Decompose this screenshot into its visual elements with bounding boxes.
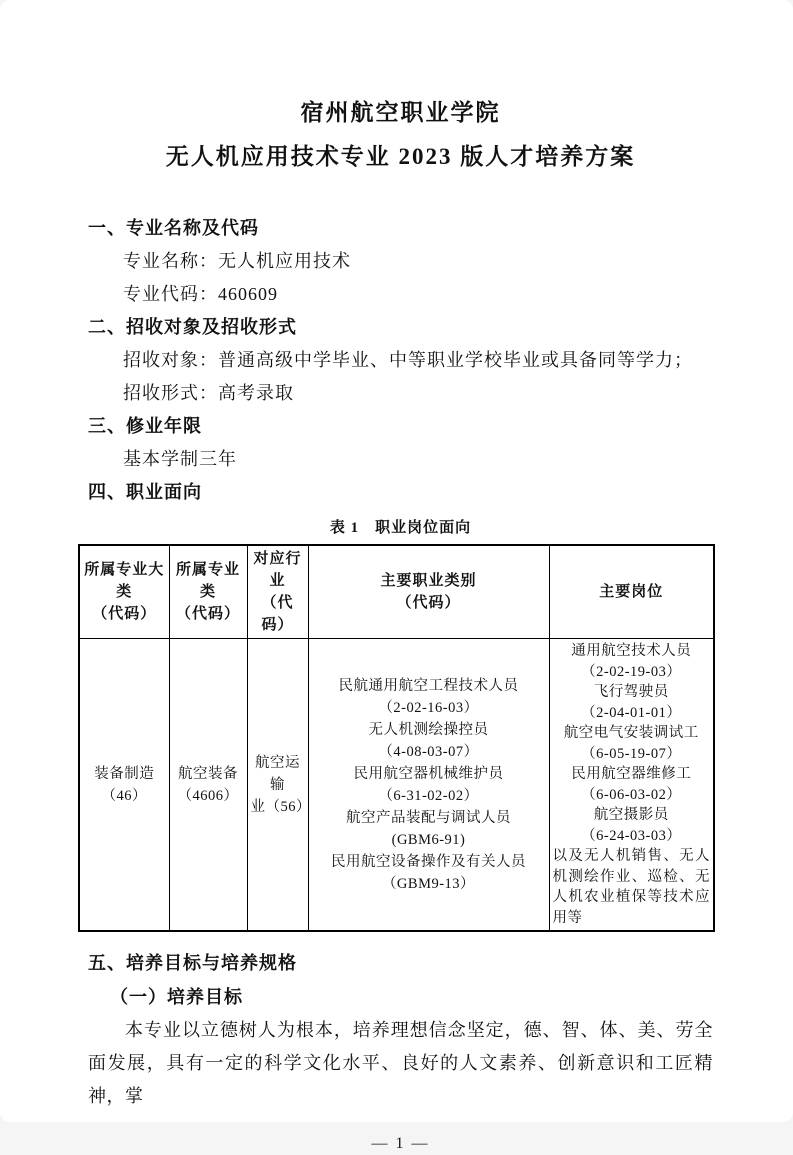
header-line: （代码） (396, 595, 461, 611)
job-orientation-table (78, 544, 715, 932)
cell-industry (247, 639, 311, 932)
table-header-row (79, 545, 714, 639)
table-header-main-posts (549, 545, 714, 639)
cell-line: （6-05-19-07） (581, 745, 682, 762)
cell-line: 航空装备 (178, 765, 238, 782)
cell-main-posts (549, 639, 714, 932)
cell-line: 航空摄影员 (593, 807, 669, 823)
main-posts-note: 以及无人机销售、无人机测绘作业、巡检、无人机农业植保等技术应用等 (552, 848, 710, 926)
header-line: 主要职业类别 (380, 573, 477, 589)
cell-line: （4606） (177, 787, 239, 804)
section-body-1 (88, 245, 713, 311)
cell-occupation-categories (308, 639, 549, 932)
section-line: 招收形式：高考录取 (123, 383, 294, 403)
cell-line: （46） (101, 787, 147, 804)
table-header-major-class (169, 545, 247, 639)
cell-line: 飞行驾驶员 (593, 684, 669, 700)
cell-line: 装备制造 (94, 765, 155, 782)
cell-line: （6-24-03-03） (581, 827, 682, 844)
cell-line: 无人机测绘操控员 (368, 721, 489, 738)
cell-line: （6-06-03-02） (581, 786, 682, 803)
document-sections (84, 212, 713, 1113)
cell-line: 民用航空器机械维护员 (353, 765, 504, 782)
table-header-occupation-categories (308, 545, 549, 639)
section-subheading-5-1: （一）培养目标 (110, 987, 243, 1007)
main-posts-list (553, 641, 711, 846)
section-heading-1: 一、专业名称及代码 (88, 218, 259, 238)
header-line: 所属专业类 (175, 562, 240, 600)
cell-line: （6-31-02-02） (378, 787, 479, 804)
cell-major-class (169, 639, 247, 932)
section-line: 专业代码：460609 (123, 284, 278, 304)
section-body-3 (88, 443, 713, 476)
section-heading-2: 二、招收对象及招收形式 (88, 317, 297, 337)
header-line: （代码） (92, 606, 157, 622)
document-title: 宿州航空职业学院 (300, 100, 501, 125)
training-goal-paragraph: 本专业以立德树人为根本，培养理想信念坚定，德、智、体、美、劳全面发展，具有一定的科学文化水平、良好的人文素养、创新意识和工匠精神，掌 (88, 1020, 713, 1106)
section-line: 基本学制三年 (123, 449, 237, 469)
table-row (79, 639, 714, 932)
header-line: 所属专业大类 (84, 562, 165, 600)
cell-major-category (79, 639, 169, 932)
section-heading-5: 五、培养目标与培养规格 (88, 953, 297, 973)
cell-line: （4-08-03-07） (378, 743, 479, 760)
cell-line: 通用航空技术人员 (571, 643, 692, 659)
section-line: 专业名称：无人机应用技术 (123, 251, 351, 271)
header-line: （代码） (261, 595, 294, 633)
document-subtitle: 无人机应用技术专业 2023 版人才培养方案 (165, 144, 636, 169)
cell-line: 业（56） (250, 798, 311, 815)
cell-line: 民用航空器维修工 (571, 766, 692, 782)
header-line: 对应行业 (253, 551, 302, 589)
cell-line: (GBM6-91) (391, 831, 466, 848)
cell-line: （2-02-16-03） (378, 699, 479, 716)
section-heading-3: 三、修业年限 (88, 416, 202, 436)
table-caption: 表 1 职业岗位面向 (329, 520, 472, 536)
section-heading-4: 四、职业面向 (88, 482, 202, 502)
cell-line: 航空电气安装调试工 (563, 725, 699, 741)
page-number: — 1 — (371, 1135, 430, 1152)
cell-line: （2-04-01-01） (581, 704, 682, 721)
cell-line: 航空产品装配与调试人员 (346, 809, 511, 826)
cell-line: 民用航空设备操作及有关人员 (331, 853, 526, 870)
table-header-industry (247, 545, 308, 639)
section-body-2 (88, 344, 713, 410)
header-line: （代码） (175, 606, 240, 622)
cell-line: （GBM9-13） (381, 875, 476, 892)
cell-line: 民航通用航空工程技术人员 (338, 677, 519, 694)
table-header-major-category (79, 545, 169, 639)
table-body (79, 639, 714, 932)
cell-line: （2-02-19-03） (581, 663, 682, 680)
cell-line: 航空运输 (255, 754, 300, 793)
header-line: 主要岗位 (599, 584, 664, 600)
section-line: 招收对象：普通高级中学毕业、中等职业学校毕业或具备同等学力； (123, 350, 693, 370)
